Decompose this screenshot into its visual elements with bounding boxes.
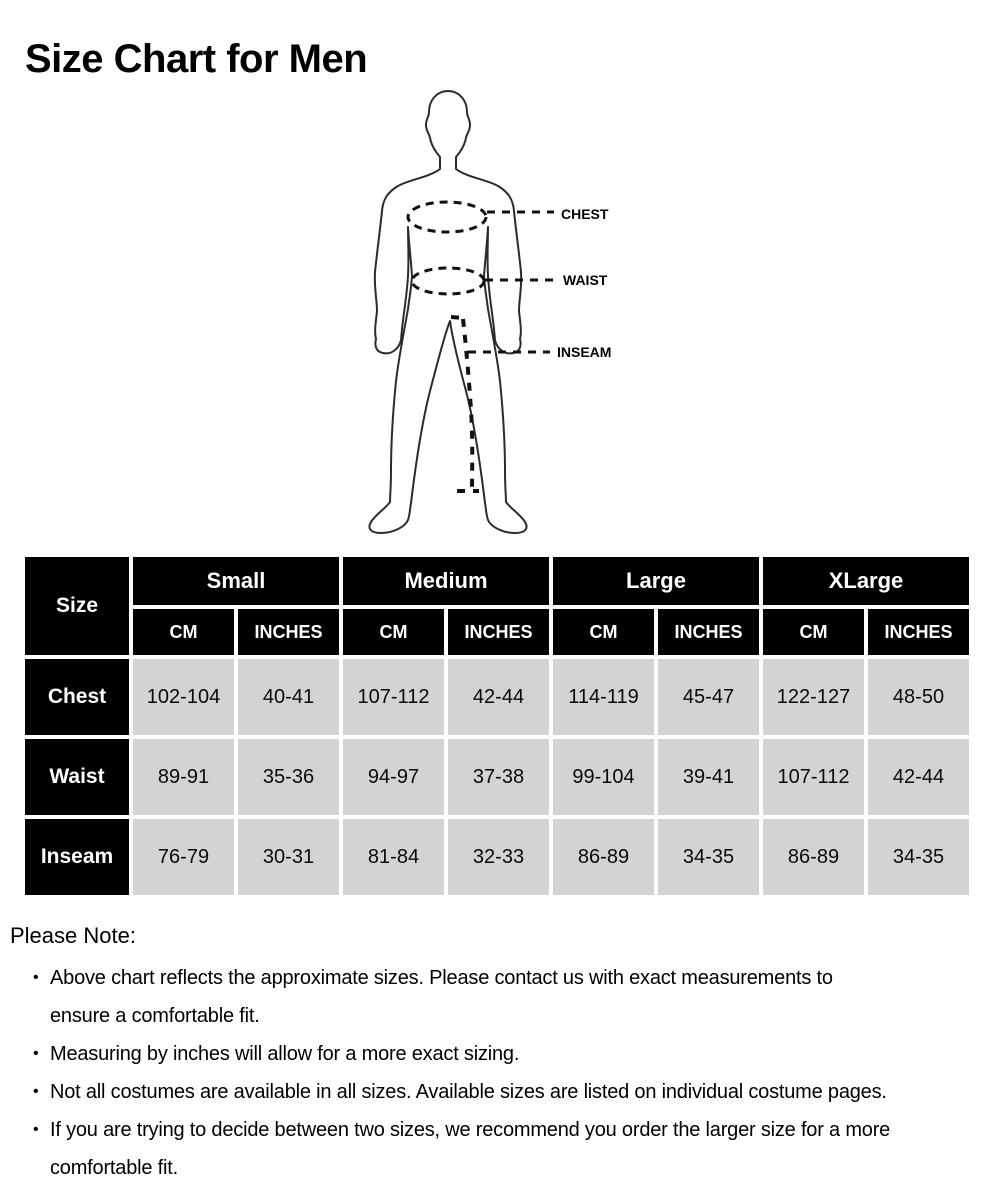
notes-section <box>10 921 995 1187</box>
note-line: • Measuring by inches will allow for a more exact sizing. <box>50 1043 520 1065</box>
chest-medium-inches: 42-44 <box>448 659 549 735</box>
chest-large-cm: 114-119 <box>553 659 654 735</box>
waist-label: WAIST <box>563 272 608 288</box>
waist-large-inches: 39-41 <box>658 739 759 815</box>
group-header-large: Large <box>553 557 759 605</box>
chest-large-inches: 45-47 <box>658 659 759 735</box>
body-outline <box>369 91 526 533</box>
unit-header-cm: CM <box>133 609 234 655</box>
chest-xlarge-cm: 122-127 <box>763 659 864 735</box>
waist-small-inches: 35-36 <box>238 739 339 815</box>
inseam-large-inches: 34-35 <box>658 819 759 895</box>
unit-header-inches: INCHES <box>448 609 549 655</box>
table-row-chest <box>25 659 969 735</box>
chest-xlarge-inches: 48-50 <box>868 659 969 735</box>
page-title: Size Chart for Men <box>25 36 368 81</box>
inseam-xlarge-cm: 86-89 <box>763 819 864 895</box>
inseam-label: INSEAM <box>557 344 612 360</box>
size-chart-section <box>21 553 973 899</box>
table-row-inseam <box>25 819 969 895</box>
notes-heading: Please Note: <box>10 923 136 948</box>
waist-large-cm: 99-104 <box>553 739 654 815</box>
chest-medium-cm: 107-112 <box>343 659 444 735</box>
row-label-chest: Chest <box>25 659 129 735</box>
note-item <box>33 1035 995 1073</box>
note-line: • Not all costumes are available in all sizes. Available sizes are listed on individual costume pages. <box>50 1081 887 1103</box>
waist-xlarge-inches: 42-44 <box>868 739 969 815</box>
chest-small-cm: 102-104 <box>133 659 234 735</box>
table-header-row-groups <box>25 557 969 605</box>
waist-medium-inches: 37-38 <box>448 739 549 815</box>
note-item <box>33 1073 995 1111</box>
unit-header-cm: CM <box>343 609 444 655</box>
note-line: comfortable fit. <box>50 1157 178 1179</box>
unit-header-inches: INCHES <box>238 609 339 655</box>
unit-header-cm: CM <box>763 609 864 655</box>
chest-small-inches: 40-41 <box>238 659 339 735</box>
inseam-large-cm: 86-89 <box>553 819 654 895</box>
size-corner-header: Size <box>25 557 129 655</box>
waist-xlarge-cm: 107-112 <box>763 739 864 815</box>
notes-list <box>33 959 995 1187</box>
note-item <box>33 1111 995 1187</box>
chest-label: CHEST <box>561 206 609 222</box>
inseam-medium-cm: 81-84 <box>343 819 444 895</box>
table-row-waist <box>25 739 969 815</box>
body-figure-illustration <box>0 0 1000 560</box>
waist-medium-cm: 94-97 <box>343 739 444 815</box>
row-label-waist: Waist <box>25 739 129 815</box>
waist-small-cm: 89-91 <box>133 739 234 815</box>
inseam-small-cm: 76-79 <box>133 819 234 895</box>
table-header-row-units <box>25 609 969 655</box>
group-header-xlarge: XLarge <box>763 557 969 605</box>
group-header-medium: Medium <box>343 557 549 605</box>
note-line: ensure a comfortable fit. <box>50 1005 260 1027</box>
unit-header-inches: INCHES <box>658 609 759 655</box>
inseam-small-inches: 30-31 <box>238 819 339 895</box>
note-line: • Above chart reflects the approximate sizes. Please contact us with exact measurements to <box>50 967 833 989</box>
size-chart-table <box>21 553 973 899</box>
note-item <box>33 959 995 1035</box>
inseam-medium-inches: 32-33 <box>448 819 549 895</box>
row-label-inseam: Inseam <box>25 819 129 895</box>
note-line: • If you are trying to decide between two sizes, we recommend you order the larger size for a more <box>50 1119 891 1141</box>
group-header-small: Small <box>133 557 339 605</box>
inseam-xlarge-inches: 34-35 <box>868 819 969 895</box>
body-measurement-diagram <box>0 0 1000 560</box>
unit-header-cm: CM <box>553 609 654 655</box>
unit-header-inches: INCHES <box>868 609 969 655</box>
